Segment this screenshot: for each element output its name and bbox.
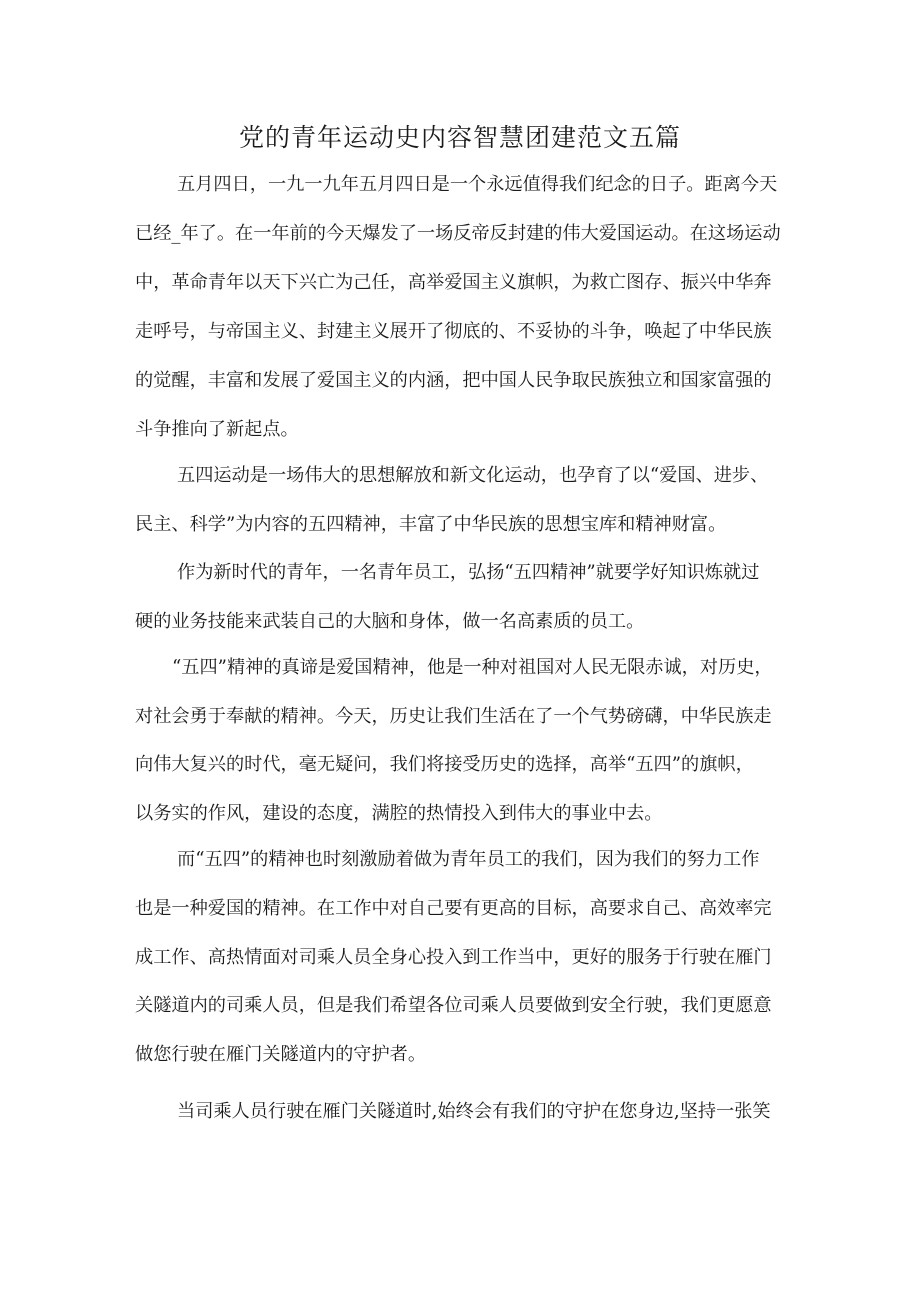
paragraph-line: 斗争推向了新起点。	[135, 419, 299, 440]
paragraph-line: 走呼号，与帝国主义、封建主义展开了彻底的、不妥协的斗争，唤起了中华民族	[135, 321, 772, 342]
paragraph-line: 五四运动是一场伟大的思想解放和新文化运动，也孕育了以“爱国、进步、	[177, 465, 769, 486]
paragraph-line: 硬的业务技能来武装自己的大脑和身体，做一名高素质的员工。	[135, 611, 645, 632]
paragraph-line: 成工作、高热情面对司乘人员全身心投入到工作当中，更好的服务于行驶在雁门	[135, 947, 772, 968]
paragraph-line: 作为新时代的青年，一名青年员工，弘扬“五四精神”就要学好知识炼就过	[177, 562, 760, 583]
paragraph-line: 而“五四”的精神也时刻激励着做为青年员工的我们，因为我们的努力工作	[177, 849, 760, 870]
document-title: 党的青年运动史内容智慧团建范文五篇	[238, 123, 681, 152]
paragraph-line: 关隧道内的司乘人员，但是我们希望各位司乘人员要做到安全行驶，我们更愿意	[135, 995, 772, 1016]
paragraph-line: 的觉醒，丰富和发展了爱国主义的内涵，把中国人民争取民族独立和国家富强的	[135, 370, 772, 391]
paragraph-line: 当司乘人员行驶在雁门关隧道时,始终会有我们的守护在您身边,坚持一张笑	[177, 1101, 771, 1122]
paragraph-line: 已经_年了。在一年前的今天爆发了一场反帝反封建的伟大爱国运动。在这场运动	[135, 223, 781, 244]
paragraph-line: 民主、科学”为内容的五四精神，丰富了中华民族的思想宝库和精神财富。	[135, 514, 727, 535]
paragraph-line: 也是一种爱国的精神。在工作中对自己要有更高的目标，高要求自己、高效率完	[135, 898, 772, 919]
paragraph-line: 五月四日，一九一九年五月四日是一个永远值得我们纪念的日子。距离今天	[177, 174, 778, 195]
paragraph-line: 做您行驶在雁门关隧道内的守护者。	[135, 1044, 427, 1065]
paragraph-line: 向伟大复兴的时代，毫无疑问，我们将接受历史的选择，高举“五四”的旗帜，	[135, 754, 754, 775]
paragraph-line: “五四”精神的真谛是爱国精神，他是一种对祖国对人民无限赤诚，对历史，	[172, 657, 773, 678]
paragraph-line: 以务实的作风，建设的态度，满腔的热情投入到伟大的事业中去。	[135, 803, 663, 824]
paragraph-line: 中，革命青年以天下兴亡为己任，高举爱国主义旗帜，为救亡图存、振兴中华奔	[135, 272, 772, 293]
paragraph-line: 对社会勇于奉献的精神。今天，历史让我们生活在了一个气势磅礴，中华民族走	[135, 706, 772, 727]
